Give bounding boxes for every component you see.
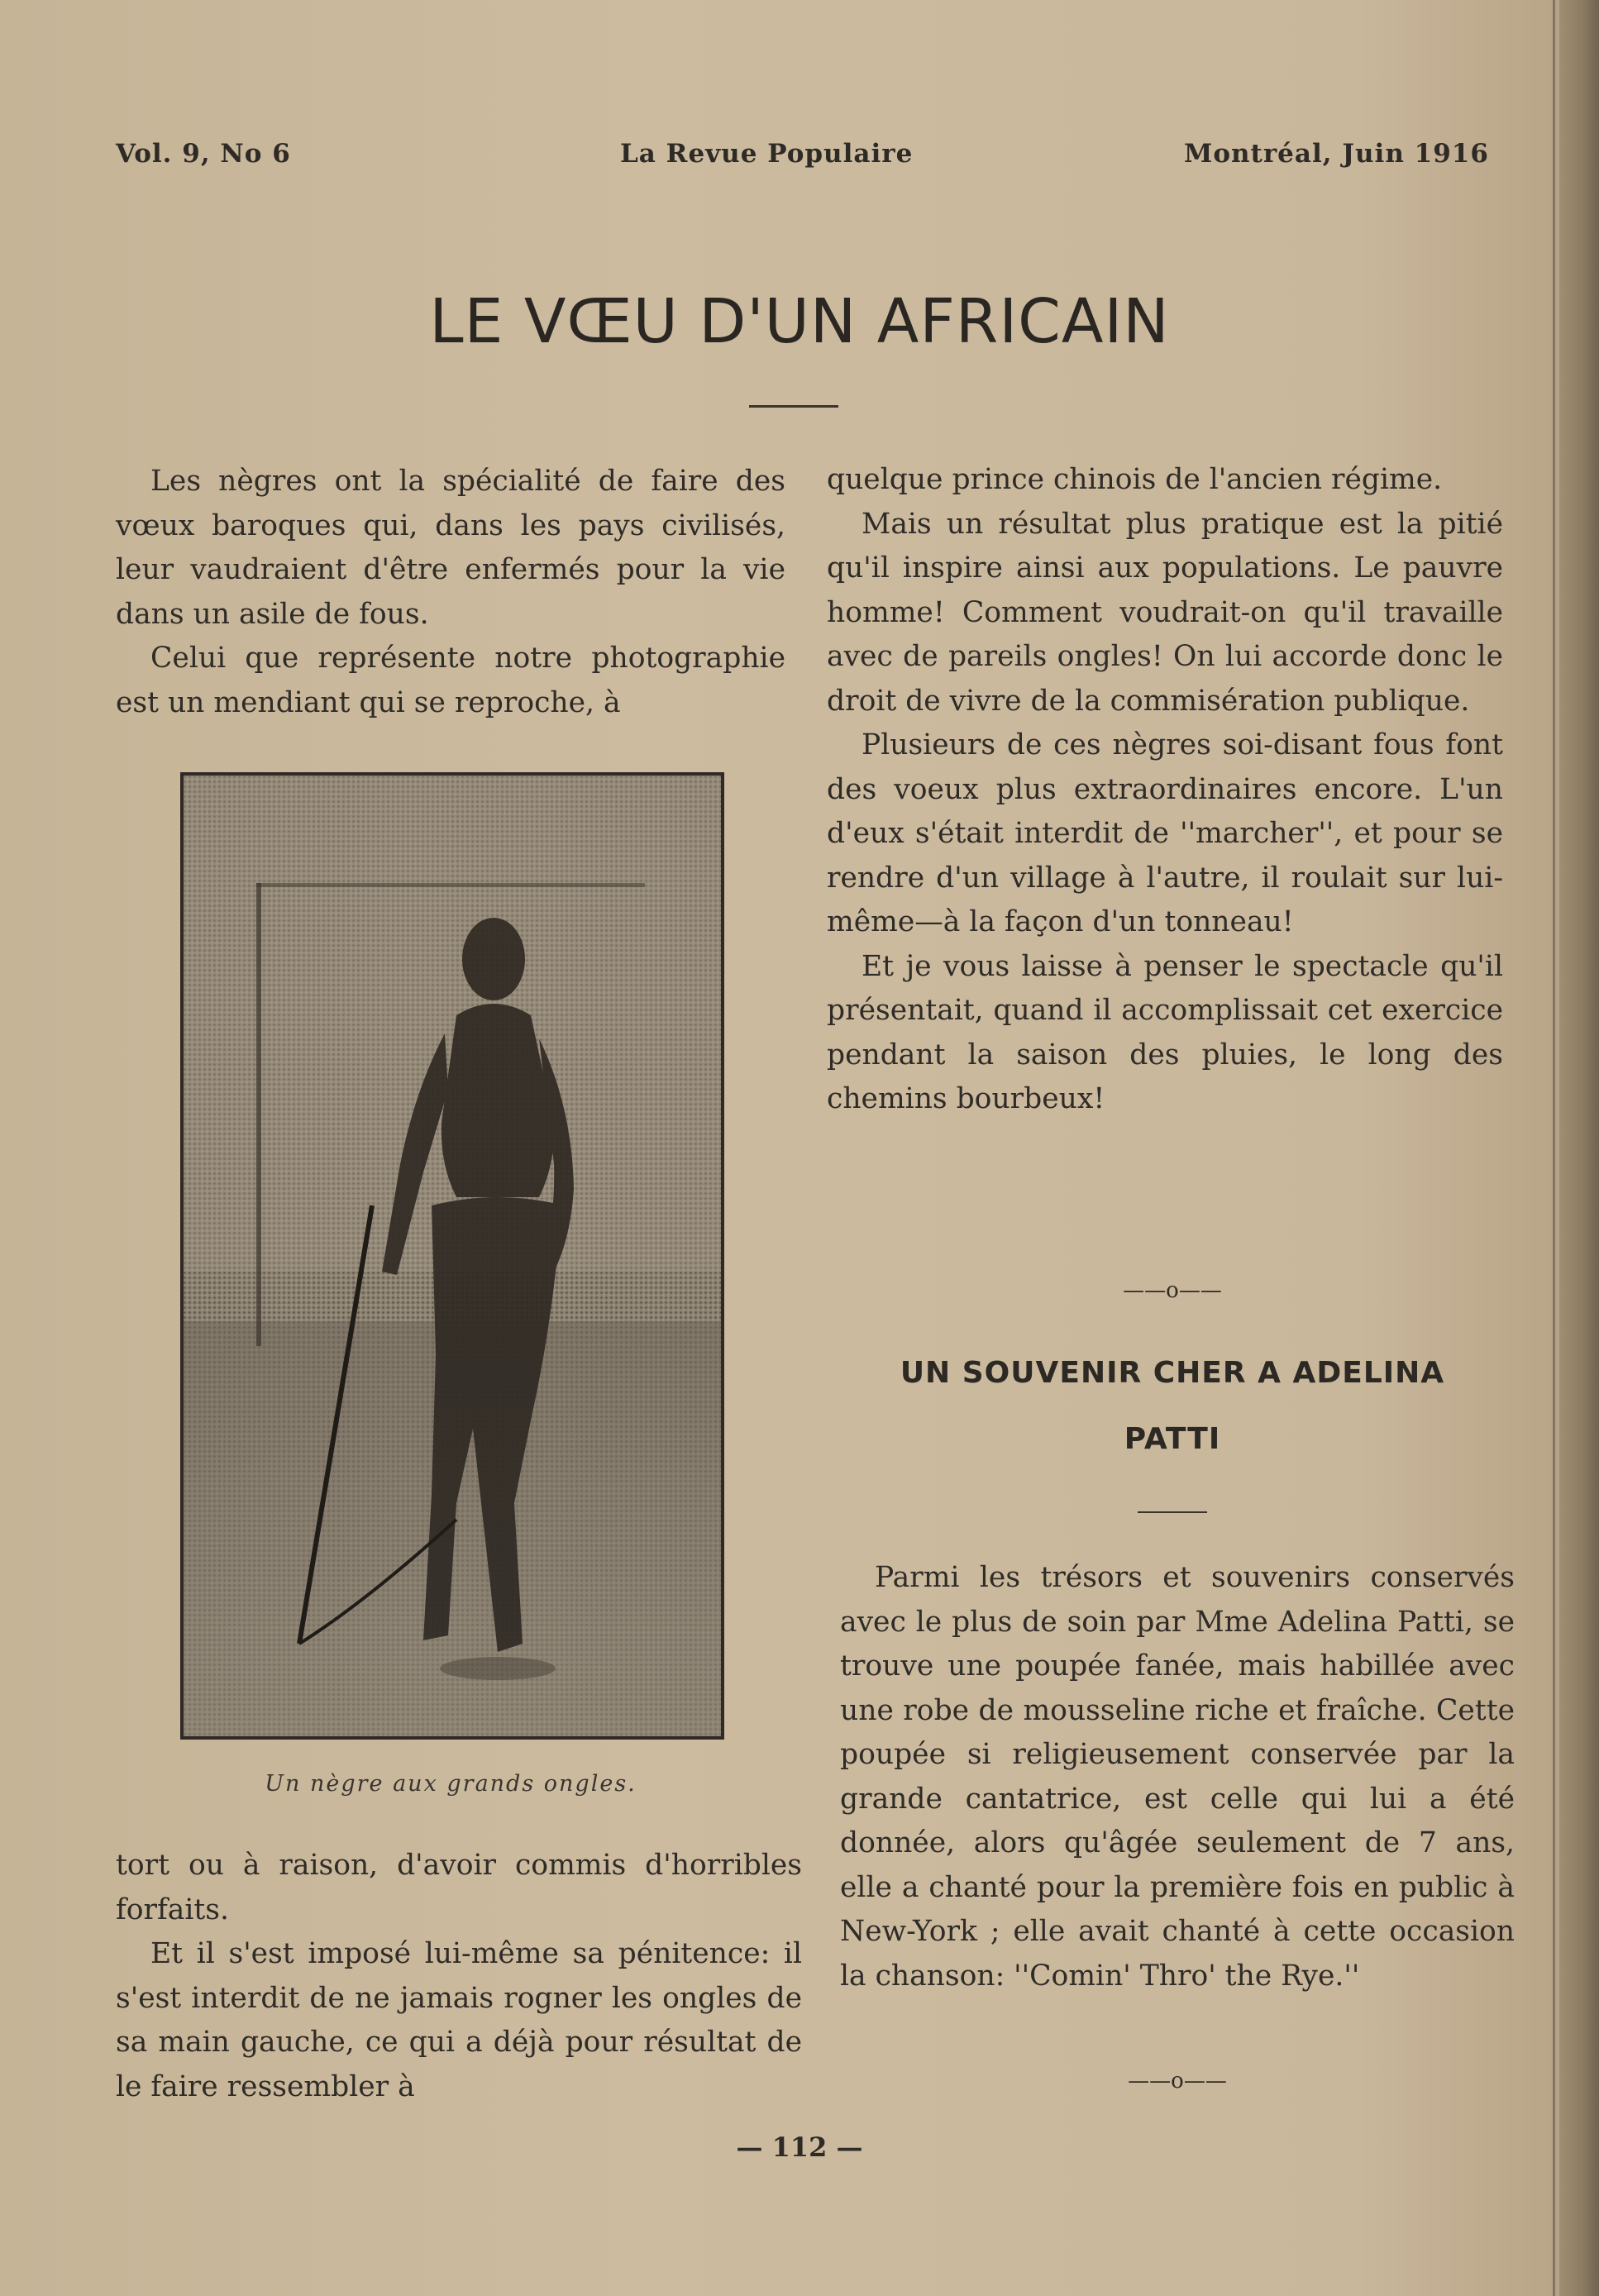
paragraph: Et je vous laisse à penser le spectacle qu'il présentait, quand il accomplissait cet exercice pendant la saison des pluies, le long des chemins bourbeux! — [827, 949, 1503, 1115]
publication-name: La Revue Populaire — [620, 139, 914, 169]
paragraph: Parmi les trésors et souvenirs conservés avec le plus de soin par Mme Adelina Patti, se trouve une poupée fanée, mais habillée avec une robe de mousseline riche et fraîche. Cette poupée si religieusement conservée par la grande cantatrice, est celle qui lui a été donnée, alors qu'âgée seulement de 7 ans, elle a chanté pour la première fois en public à New-York ; elle avait chanté à cette occasion la chanson: ''Comin' Thro' the Rye.'' — [840, 1561, 1515, 1993]
section-ornament: ——o—— — [1123, 1278, 1222, 1303]
paragraph: Plusieurs de ces nègres soi-disant fous font des voeux plus extraordinaires encore. L'un d'eux s'était interdit de ''marcher'', et pour se rendre d'un village à l'autre, il roulait sur lui-même—à la façon d'un tonneau! — [827, 728, 1503, 938]
volume-number: Vol. 9, No 6 — [116, 139, 291, 169]
right-column-top — [827, 458, 1503, 1122]
paragraph: Et il s'est imposé lui-même sa pénitence: il s'est interdit de ne jamais rogner les ongles de sa main gauche, ce qui a déjà pour résultat de le faire ressembler à — [116, 1937, 802, 2103]
article-title: LE VŒU D'UN AFRICAIN — [429, 286, 1170, 357]
paragraph: quelque prince chinois de l'ancien régime. — [827, 463, 1443, 496]
photo-caption: Un nègre aux grands ongles. — [265, 1771, 637, 1797]
right-column-bottom — [840, 1556, 1515, 1998]
paragraph: tort ou à raison, d'avoir commis d'horribles forfaits. — [116, 1849, 802, 1926]
end-ornament: ——o—— — [1128, 2069, 1227, 2093]
left-column-top — [116, 460, 785, 725]
paragraph: Les nègres ont la spécialité de faire des vœux baroques qui, dans les pays civilisés, leur vaudraient d'être enfermés pour la vie dans un asile de fous. — [116, 465, 785, 631]
place-and-date: Montréal, Juin 1916 — [1184, 139, 1489, 169]
article-subtitle-line1: UN SOUVENIR CHER A ADELINA — [900, 1356, 1445, 1390]
title-rule — [749, 405, 838, 408]
subtitle-rule — [1138, 1511, 1207, 1513]
article-subtitle-line2: PATTI — [1124, 1422, 1221, 1456]
page-number: — 112 — — [736, 2131, 863, 2163]
left-column-bottom — [116, 1844, 802, 2109]
paragraph: Celui que représente notre photographie est un mendiant qui se reproche, à — [116, 642, 785, 719]
photograph — [180, 772, 724, 1740]
photo-figure — [184, 776, 721, 1736]
paragraph: Mais un résultat plus pratique est la pitié qu'il inspire ainsi aux populations. Le pauvre homme! Comment voudrait-on qu'il travaille avec de pareils ongles! On lui accorde donc le droit de vivre de la commisération publique. — [827, 507, 1503, 718]
